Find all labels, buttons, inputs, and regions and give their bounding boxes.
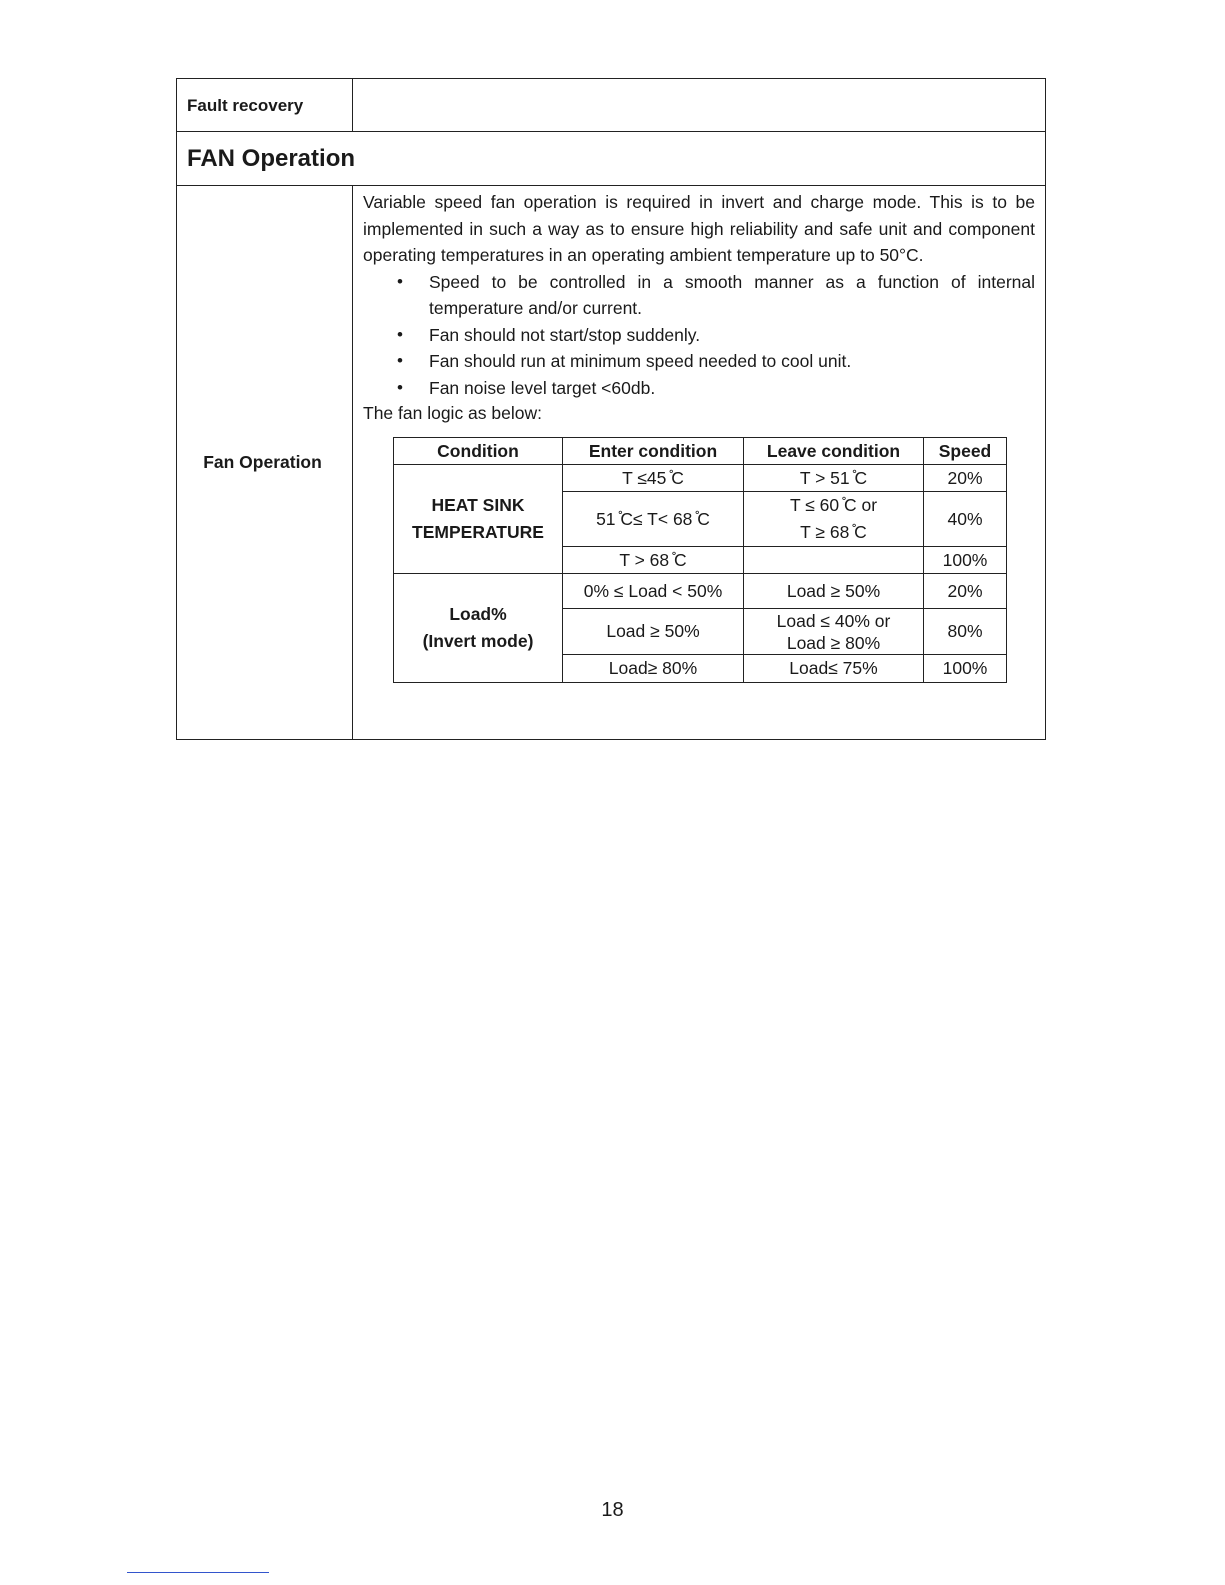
header-leave-condition: Leave condition	[744, 438, 924, 465]
list-item: • Speed to be controlled in a smooth manner as a function of internal temperature and/or current.	[363, 269, 1035, 322]
list-item: • Fan should not start/stop suddenly.	[363, 322, 1035, 349]
header-condition: Condition	[394, 438, 563, 465]
table-row	[394, 574, 1007, 609]
header-speed: Speed	[924, 438, 1007, 465]
section-heading: FAN Operation	[177, 132, 1045, 186]
enter-cell: T > 68 ̊C	[563, 547, 744, 574]
fan-requirements-list	[363, 269, 1035, 402]
speed-cell: 80%	[924, 609, 1007, 655]
page-number: 18	[601, 1499, 624, 1521]
leave-cell: Load ≤ 40% or Load ≥ 80%	[744, 609, 924, 655]
footer-link-underline	[127, 1572, 269, 1573]
leave-cell: T > 51 ̊C	[744, 465, 924, 492]
fan-logic-table	[393, 437, 1007, 683]
fan-operation-content	[353, 186, 1045, 739]
group-label-load: Load% (Invert mode)	[394, 574, 563, 683]
leave-cell: Load ≥ 50%	[744, 574, 924, 609]
fan-intro-paragraph: Variable speed fan operation is required in invert and charge mode. This is to be implemented in such a way as to ensure high reliability and safe unit and component operating temperatures in an operating ambient temperature up to 50°C.	[363, 192, 1035, 265]
list-item: • Fan should run at minimum speed needed to cool unit.	[363, 348, 1035, 375]
speed-cell: 20%	[924, 574, 1007, 609]
enter-cell: 51 ̊C≤ T< 68 ̊C	[563, 492, 744, 547]
speed-cell: 20%	[924, 465, 1007, 492]
group-label-heat-sink: HEAT SINK TEMPERATURE	[394, 465, 563, 574]
fault-recovery-row	[177, 79, 1045, 132]
bullet-icon: •	[397, 271, 403, 291]
fan-logic-intro: The fan logic as below:	[363, 403, 542, 423]
fan-operation-row	[177, 186, 1045, 739]
bullet-icon: •	[397, 324, 403, 344]
leave-cell	[744, 547, 924, 574]
speed-cell: 40%	[924, 492, 1007, 547]
leave-cell: Load≤ 75%	[744, 655, 924, 683]
enter-cell: T ≤45 ̊C	[563, 465, 744, 492]
leave-cell: T ≤ 60 ̊C or T ≥ 68 ̊C	[744, 492, 924, 547]
list-item: • Fan noise level target <60db.	[363, 375, 1035, 402]
bullet-icon: •	[397, 377, 403, 397]
fault-recovery-label: Fault recovery	[177, 79, 353, 131]
table-row	[394, 465, 1007, 492]
table-header-row	[394, 438, 1007, 465]
bullet-icon: •	[397, 351, 403, 370]
header-enter-condition: Enter condition	[563, 438, 744, 465]
fan-operation-label: Fan Operation	[177, 186, 353, 739]
enter-cell: Load ≥ 50%	[563, 609, 744, 655]
enter-cell: 0% ≤ Load < 50%	[563, 574, 744, 609]
enter-cell: Load≥ 80%	[563, 655, 744, 683]
fault-recovery-content	[353, 79, 1045, 131]
speed-cell: 100%	[924, 547, 1007, 574]
speed-cell: 100%	[924, 655, 1007, 683]
spec-table	[176, 78, 1046, 740]
